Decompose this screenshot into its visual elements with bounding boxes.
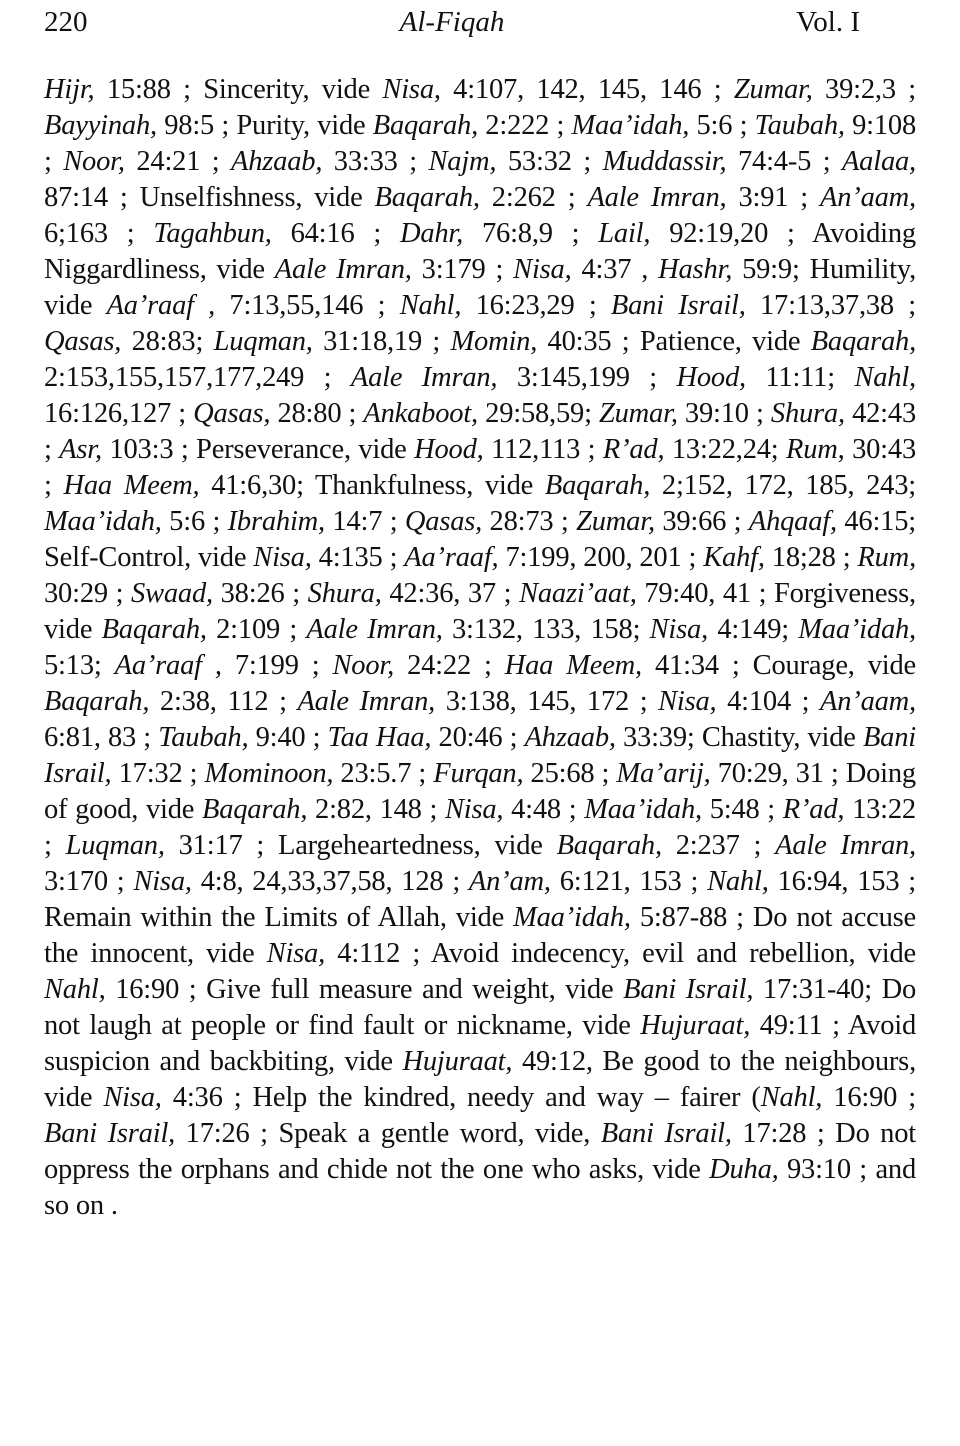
body-text-run: 30:43 ;: [44, 434, 916, 501]
body-text-run: 5:87-88 ; Do not accuse the innocent, vide: [44, 902, 916, 969]
surah-name: Bani Israil,: [44, 1118, 176, 1149]
surah-name: Aale Imran,: [297, 686, 436, 717]
body-text-run: 2:82, 148 ;: [307, 794, 445, 825]
body-text-run: 4:149;: [708, 614, 799, 645]
surah-name: Ankaboot,: [363, 398, 478, 429]
surah-name: Tagahbun,: [153, 218, 272, 249]
surah-name: Zumar,: [733, 74, 813, 105]
surah-name: Ahzaab,: [231, 146, 323, 177]
surah-name: Swaad,: [131, 578, 213, 609]
surah-name: Ahqaaf,: [748, 506, 837, 537]
body-text-run: 76:8,9 ;: [463, 218, 599, 249]
surah-name: Haa Meem,: [63, 470, 200, 501]
body-text-run: 28:80 ;: [270, 398, 364, 429]
surah-name: Bani Israil,: [610, 290, 746, 321]
surah-name: An’aam,: [820, 686, 916, 717]
body-text-run: 9:108 ;: [44, 110, 917, 177]
surah-name: Aa’raaf ,: [106, 290, 216, 321]
body-text-run: 3:132, 133, 158;: [442, 614, 650, 645]
body-text-run: 7:199 ;: [221, 650, 333, 681]
surah-name: Nahl,: [399, 290, 462, 321]
body-text-run: 38:26 ;: [212, 578, 308, 609]
surah-name: Hashr,: [658, 254, 733, 285]
surah-name: Qasas,: [404, 506, 483, 537]
surah-name: Maa’idah,: [44, 506, 162, 537]
body-text-run: 13:22 ;: [44, 794, 916, 861]
surah-name: Haa Meem,: [504, 650, 642, 681]
surah-name: Momin,: [450, 326, 538, 357]
body-text-run: 18;28 ;: [764, 542, 858, 573]
body-text-run: 59:9; Humility, vide: [44, 254, 916, 321]
surah-name: Nisa,: [649, 614, 709, 645]
surah-name: Nisa,: [133, 866, 192, 897]
body-text-run: 49:12, Be good to the neighbours, vide: [44, 1046, 916, 1113]
surah-name: Nisa,: [382, 74, 441, 105]
surah-name: Aale Imran,: [306, 614, 443, 645]
body-text-run: 4:37 ,: [571, 254, 659, 285]
body-text-run: 17:28 ; Do not oppress the orphans and chide not the one who asks, vide: [44, 1118, 917, 1185]
body-text-run: 74:4-5 ;: [726, 146, 842, 177]
body-text-run: 39:2,3 ;: [812, 74, 916, 105]
body-text-run: 3:91 ;: [726, 182, 821, 213]
surah-name: Furqan,: [433, 758, 524, 789]
body-text-run: 4:107, 142, 145, 146 ;: [440, 74, 734, 105]
surah-name: Asr,: [59, 434, 102, 465]
surah-name: Maa’idah,: [584, 794, 702, 825]
body-text-run: 30:29 ;: [44, 578, 132, 609]
surah-name: Aale Imran,: [350, 362, 498, 393]
body-text-run: 7:13,55,146 ;: [215, 290, 400, 321]
surah-name: Qasas,: [44, 326, 122, 357]
surah-name: Bani Israil,: [44, 722, 916, 789]
surah-name: Baqarah,: [810, 326, 916, 357]
surah-name: Nahl,: [760, 1082, 823, 1113]
body-text-run: 92:19,20 ; Avoiding Niggardliness, vide: [44, 218, 916, 285]
body-text-run: 23:5.7 ;: [333, 758, 434, 789]
surah-name: Zumar,: [598, 398, 678, 429]
body-text-run: 9:40 ;: [248, 722, 328, 753]
surah-name: Nahl,: [707, 866, 769, 897]
surah-name: Nisa,: [103, 1082, 162, 1113]
surah-name: Bayyinah,: [44, 110, 157, 141]
body-text-run: 14:7 ;: [324, 506, 405, 537]
body-text-run: 2:38, 112 ;: [149, 686, 298, 717]
body-text-run: 3:170 ;: [44, 866, 134, 897]
surah-name: Ahzaab,: [524, 722, 616, 753]
surah-name: Dahr,: [399, 218, 464, 249]
body-text-run: 15:88 ; Sincerity, vide: [94, 74, 383, 105]
body-text-run: 40:35 ; Patience, vide: [537, 326, 811, 357]
body-text-run: 5:48 ;: [701, 794, 783, 825]
surah-name: Baqarah,: [556, 830, 662, 861]
body-text-run: 13:22,24;: [664, 434, 787, 465]
surah-name: Hujuraat,: [640, 1010, 751, 1041]
surah-name: Nahl,: [854, 362, 916, 393]
body-text-run: 6:81, 83 ;: [44, 722, 159, 753]
body-text-run: 5:13;: [44, 650, 115, 681]
surah-name: An’aam,: [820, 182, 916, 213]
body-text-run: 11:11;: [745, 362, 855, 393]
body-text-run: 28:73 ;: [482, 506, 577, 537]
body-text-run: 41:6,30; Thankfulness, vide: [199, 470, 545, 501]
body-text-run: 39:10 ;: [677, 398, 771, 429]
body-text-run: 2:109 ;: [206, 614, 307, 645]
surah-name: Luqman,: [213, 326, 313, 357]
book-title: Al-Fiqah: [399, 6, 505, 38]
body-text-run: 70:29, 31 ; Doing of good, vide: [44, 758, 916, 825]
body-text-run: 4:112 ; Avoid indecency, evil and rebellion, vide: [325, 938, 916, 969]
body-text-run: 2:153,155,157,177,249 ;: [44, 362, 351, 393]
surah-name: Baqarah,: [374, 182, 480, 213]
surah-name: Aale Imran,: [587, 182, 727, 213]
surah-name: Bani Israil,: [623, 974, 754, 1005]
surah-name: Hijr,: [44, 74, 95, 105]
surah-name: Nisa,: [444, 794, 504, 825]
page-number: 220: [44, 6, 88, 38]
surah-name: R’ad,: [602, 434, 665, 465]
surah-name: Kahf,: [703, 542, 765, 573]
body-text-run: 4:104 ;: [716, 686, 821, 717]
surah-name: Ibrahim,: [227, 506, 325, 537]
body-text-run: 4:135 ;: [311, 542, 405, 573]
body-text-run: 17:32 ;: [111, 758, 205, 789]
body-text-run: 33:33 ;: [322, 146, 429, 177]
surah-name: Qasas,: [193, 398, 271, 429]
surah-name: Luqman,: [65, 830, 165, 861]
body-text-run: 16:94, 153 ; Remain within the Limits of Allah, vide: [44, 866, 916, 933]
running-head: [44, 4, 860, 40]
body-text-run: 42:36, 37 ;: [381, 578, 520, 609]
surah-name: Maa’idah,: [798, 614, 916, 645]
surah-name: Lail,: [598, 218, 651, 249]
body-text-run: 93:10 ; and so on .: [44, 1154, 916, 1221]
body-text-run: 31:17 ; Largeheartedness, vide: [164, 830, 557, 861]
surah-name: Aalaa,: [841, 146, 916, 177]
body-text-run: 6;163 ;: [44, 218, 154, 249]
body-text-run: 5:6 ;: [689, 110, 755, 141]
volume-label: Vol. I: [796, 6, 860, 38]
body-text-run: 79:40, 41 ; Forgiveness, vide: [44, 578, 916, 645]
body-text-run: 16:90 ; Give full measure and weight, vide: [105, 974, 624, 1005]
body-text-run: 17:13,37,38 ;: [745, 290, 916, 321]
body-text-run: 5:6 ;: [161, 506, 228, 537]
body-text-run: 3:179 ;: [411, 254, 514, 285]
surah-name: Rum,: [857, 542, 916, 573]
surah-name: Hood,: [414, 434, 484, 465]
surah-name: Shura,: [770, 398, 845, 429]
body-text-run: 41:34 ; Courage, vide: [641, 650, 917, 681]
surah-name: Nisa,: [253, 542, 312, 573]
surah-name: Maa’idah,: [571, 110, 690, 141]
body-text-run: 87:14 ; Unselfishness, vide: [44, 182, 375, 213]
body-text-run: 49:11 ; Avoid suspicion and backbiting, vide: [44, 1010, 917, 1077]
surah-name: Baqarah,: [544, 470, 651, 501]
surah-name: Ma’arij,: [616, 758, 711, 789]
body-text-run: 3:138, 145, 172 ;: [435, 686, 659, 717]
surah-name: Naazi’aat,: [519, 578, 637, 609]
surah-name: Baqarah,: [44, 686, 150, 717]
surah-name: Nisa,: [266, 938, 326, 969]
body-text-run: 4:48 ;: [503, 794, 585, 825]
surah-name: Taubah,: [158, 722, 249, 753]
body-text-run: 2;152, 172, 185, 243;: [650, 470, 916, 501]
body-text-run: 98:5 ; Purity, vide: [156, 110, 373, 141]
body-text-run: 4:8, 24,33,37,58, 128 ;: [191, 866, 469, 897]
body-text-run: 31:18,19 ;: [312, 326, 451, 357]
body-text-run: 7:199, 200, 201 ;: [498, 542, 704, 573]
surah-name: Nisa,: [513, 254, 572, 285]
body-text-run: 3:145,199 ;: [497, 362, 677, 393]
surah-name: Duha,: [709, 1154, 779, 1185]
body-text-run: 53:32 ;: [496, 146, 603, 177]
surah-name: Hood,: [676, 362, 746, 393]
surah-name: Nahl,: [44, 974, 106, 1005]
surah-name: Muddassir,: [602, 146, 727, 177]
surah-name: Hujuraat,: [402, 1046, 513, 1077]
surah-name: Bani Israil,: [600, 1118, 732, 1149]
surah-name: Maa’idah,: [513, 902, 631, 933]
surah-name: Noor,: [63, 146, 125, 177]
body-text-run: 6:121, 153 ;: [550, 866, 708, 897]
surah-name: Noor,: [332, 650, 395, 681]
surah-name: Aa’raaf ,: [114, 650, 222, 681]
body-text-run: 2:262 ;: [479, 182, 588, 213]
surah-name: Taa Haa,: [327, 722, 432, 753]
surah-name: Aale Imran,: [274, 254, 412, 285]
surah-name: An’am,: [468, 866, 551, 897]
body-text-run: 39:66 ;: [654, 506, 749, 537]
body-text-run: 16:90 ;: [822, 1082, 916, 1113]
body-text-run: 64:16 ;: [271, 218, 400, 249]
body-text-run: 20:46 ;: [431, 722, 525, 753]
surah-name: Rum,: [786, 434, 845, 465]
body-text-run: 17:26 ; Speak a gentle word, vide,: [175, 1118, 601, 1149]
body-text-run: 24:22 ;: [394, 650, 505, 681]
body-text-run: 46:15; Self-Control, vide: [44, 506, 917, 573]
body-paragraph: [44, 72, 916, 1224]
body-text-run: 28:83;: [121, 326, 214, 357]
body-text-run: 33:39; Chastity, vide: [615, 722, 863, 753]
body-text-run: 17:31-40; Do not laugh at people or find fault or nickname, vide: [44, 974, 917, 1041]
body-text-run: 24:21 ;: [124, 146, 232, 177]
surah-name: R’ad,: [782, 794, 845, 825]
surah-name: Baqarah,: [101, 614, 207, 645]
body-text-run: 2:237 ;: [661, 830, 776, 861]
surah-name: Mominoon,: [204, 758, 334, 789]
body-text-run: 16:23,29 ;: [461, 290, 611, 321]
body-text-run: 29:58,59;: [477, 398, 599, 429]
body-text-run: 42:43 ;: [44, 398, 916, 465]
surah-name: Shura,: [307, 578, 382, 609]
body-text-run: 2:222 ;: [478, 110, 572, 141]
body-text-run: 112,113 ;: [483, 434, 603, 465]
surah-name: Zumar,: [576, 506, 655, 537]
body-text-run: 25:68 ;: [523, 758, 617, 789]
surah-name: Aale Imran,: [775, 830, 916, 861]
surah-name: Nisa,: [658, 686, 717, 717]
surah-name: Aa’raaf,: [404, 542, 499, 573]
surah-name: Baqarah,: [202, 794, 308, 825]
surah-name: Taubah,: [754, 110, 845, 141]
surah-name: Baqarah,: [372, 110, 479, 141]
body-text-run: 16:126,127 ;: [44, 398, 194, 429]
surah-name: Najm,: [428, 146, 497, 177]
body-text-run: 103:3 ; Perseverance, vide: [101, 434, 415, 465]
body-text-run: 4:36 ; Help the kindred, needy and way – fairer (: [161, 1082, 761, 1113]
